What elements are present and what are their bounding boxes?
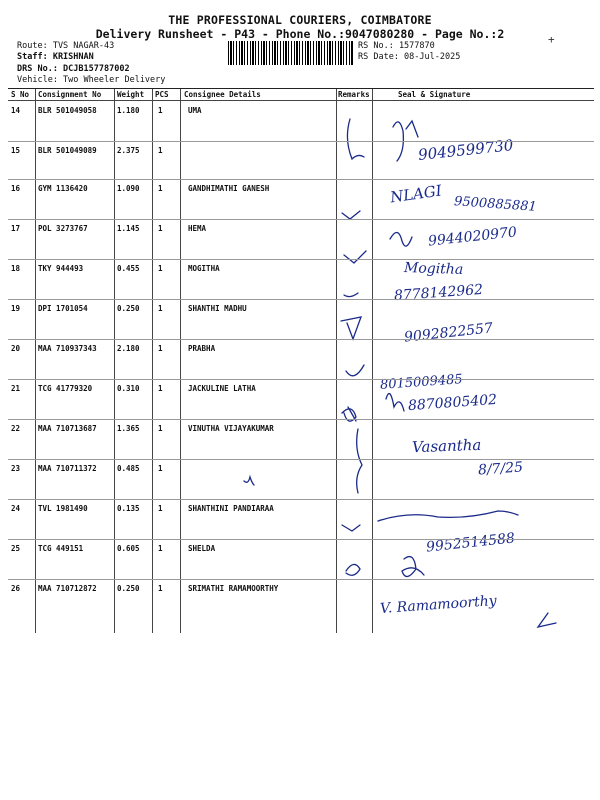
row-consignment: TVL 1981490 (38, 504, 88, 513)
row-divider (8, 379, 594, 380)
row-consignment: MAA 710713687 (38, 424, 97, 433)
row-divider (8, 339, 594, 340)
handwritten-note: NLAGI (388, 181, 443, 207)
row-weight: 2.375 (117, 146, 140, 155)
handwritten-note: 8778142962 (393, 281, 484, 305)
row-pcs: 1 (158, 544, 163, 553)
row-consignment: TCG 41779320 (38, 384, 93, 393)
rs-number: RS No.: 1577870 (358, 41, 435, 51)
row-consignee: HEMA (188, 224, 207, 233)
row-pcs: 1 (158, 344, 163, 353)
remark-scribble (346, 365, 364, 376)
row-pcs: 1 (158, 304, 163, 313)
row-sno: 14 (11, 106, 21, 115)
handwritten-note: 9092822557 (403, 320, 494, 346)
handwritten-note: 8/7/25 (477, 459, 524, 479)
row-consignment: BLR 501049058 (38, 106, 97, 115)
row-weight: 0.250 (117, 584, 140, 593)
runsheet-subtitle: Delivery Runsheet - P43 - Phone No.:9047080280 - Page No.:2 (95, 27, 505, 41)
row-weight: 0.455 (117, 264, 140, 273)
header-pcs: PCS (155, 90, 169, 99)
row-consignee: JACKULINE LATHA (188, 384, 256, 393)
rs-date: RS Date: 08-Jul-2025 (358, 52, 461, 62)
header-consignee: Consignee Details (184, 90, 261, 99)
row-pcs: 1 (158, 146, 163, 155)
header-sno: S No (11, 90, 30, 99)
row-divider (8, 459, 594, 460)
row-consignee: PRABHA (188, 344, 216, 353)
row-consignee: VINUTHA VIJAYAKUMAR (188, 424, 274, 433)
row-divider (8, 259, 594, 260)
signature-mark (538, 613, 556, 627)
row-consignment: BLR 501049089 (38, 146, 97, 155)
row-divider (8, 179, 594, 180)
remark-scribble (342, 525, 360, 531)
row-pcs: 1 (158, 424, 163, 433)
row-weight: 1.090 (117, 184, 140, 193)
row-consignment: GYM 1136420 (38, 184, 88, 193)
header-seal: Seal & Signature (398, 90, 471, 99)
row-sno: 23 (11, 464, 21, 473)
row-divider (8, 299, 594, 300)
row-consignment: MAA 710712872 (38, 584, 97, 593)
handwritten-note: 9500885881 (453, 194, 538, 215)
row-divider (8, 219, 594, 220)
row-consignment: MAA 710711372 (38, 464, 97, 473)
row-sno: 25 (11, 544, 21, 553)
remark-scribble (342, 211, 360, 219)
header-consignment: Consignment No (38, 90, 102, 99)
remark-scribble (344, 293, 358, 297)
row-consignment: TKY 944493 (38, 264, 84, 273)
row-divider (8, 539, 594, 540)
header-remarks: Remarks (338, 90, 370, 99)
row-divider (8, 579, 594, 580)
row-pcs: 1 (158, 264, 163, 273)
row-weight: 2.180 (117, 344, 140, 353)
row-sno: 22 (11, 424, 21, 433)
handwritten-note: 8870805402 (407, 391, 498, 415)
handwritten-note: 8015009485 (379, 372, 464, 393)
remark-scribble (344, 251, 366, 263)
row-consignee: MOGITHA (188, 264, 220, 273)
corner-mark: + (548, 33, 555, 46)
handwritten-note: Vasantha (411, 435, 482, 457)
row-sno: 21 (11, 384, 21, 393)
remark-scribble (357, 429, 362, 493)
staff-label: Staff: KRISHNAN (17, 52, 94, 62)
row-divider (8, 499, 594, 500)
row-pcs: 1 (158, 464, 163, 473)
row-sno: 18 (11, 264, 21, 273)
row-consignee: SHANTHINI PANDIARAA (188, 504, 274, 513)
vehicle-label: Vehicle: Two Wheeler Delivery (17, 75, 166, 85)
remark-scribble (341, 317, 361, 339)
row-weight: 1.180 (117, 106, 140, 115)
row-sno: 15 (11, 146, 21, 155)
company-title: THE PROFESSIONAL COURIERS, COIMBATORE (168, 13, 432, 27)
row-sno: 17 (11, 224, 21, 233)
row-weight: 1.145 (117, 224, 140, 233)
row-consignment: POL 3273767 (38, 224, 88, 233)
row-weight: 0.250 (117, 304, 140, 313)
signature-mark (386, 394, 404, 411)
drs-label: DRS No.: DCJB157787002 (17, 64, 130, 74)
handwritten-note: 9952514588 (425, 530, 516, 556)
handwritten-note: V. Ramamoorthy (379, 592, 498, 618)
handwritten-note: 9944020970 (427, 224, 518, 250)
row-weight: 0.485 (117, 464, 140, 473)
remark-scribble (346, 564, 360, 575)
row-weight: 1.365 (117, 424, 140, 433)
row-consignee: UMA (188, 106, 202, 115)
row-pcs: 1 (158, 504, 163, 513)
signature-scribbles (8, 89, 594, 633)
row-consignment: DPI 1701054 (38, 304, 88, 313)
row-sno: 26 (11, 584, 21, 593)
signature-mark (402, 557, 424, 577)
barcode (228, 41, 354, 65)
row-sno: 24 (11, 504, 21, 513)
row-consignee: GANDHIMATHI GANESH (188, 184, 270, 193)
row-pcs: 1 (158, 584, 163, 593)
stray-mark (244, 477, 254, 485)
row-pcs: 1 (158, 384, 163, 393)
signature-mark (390, 232, 412, 246)
row-divider (8, 141, 594, 142)
remark-scribble (347, 119, 364, 159)
signature-mark (378, 511, 518, 521)
row-pcs: 1 (158, 184, 163, 193)
row-sno: 16 (11, 184, 21, 193)
row-consignee: SHELDA (188, 544, 216, 553)
row-pcs: 1 (158, 106, 163, 115)
runsheet-table (8, 88, 594, 633)
row-weight: 0.135 (117, 504, 140, 513)
row-weight: 0.605 (117, 544, 140, 553)
row-sno: 19 (11, 304, 21, 313)
row-consignment: TCG 449151 (38, 544, 84, 553)
row-divider (8, 419, 594, 420)
route-label: Route: TVS NAGAR-43 (17, 41, 115, 51)
header-weight: Weight (117, 90, 145, 99)
row-consignment: MAA 710937343 (38, 344, 97, 353)
row-consignee: SRIMATHI RAMAMOORTHY (188, 584, 279, 593)
row-sno: 20 (11, 344, 21, 353)
handwritten-note: 9049599730 (417, 136, 515, 164)
row-weight: 0.310 (117, 384, 140, 393)
handwritten-note: Mogitha (403, 259, 464, 279)
row-pcs: 1 (158, 224, 163, 233)
row-consignee: SHANTHI MADHU (188, 304, 247, 313)
